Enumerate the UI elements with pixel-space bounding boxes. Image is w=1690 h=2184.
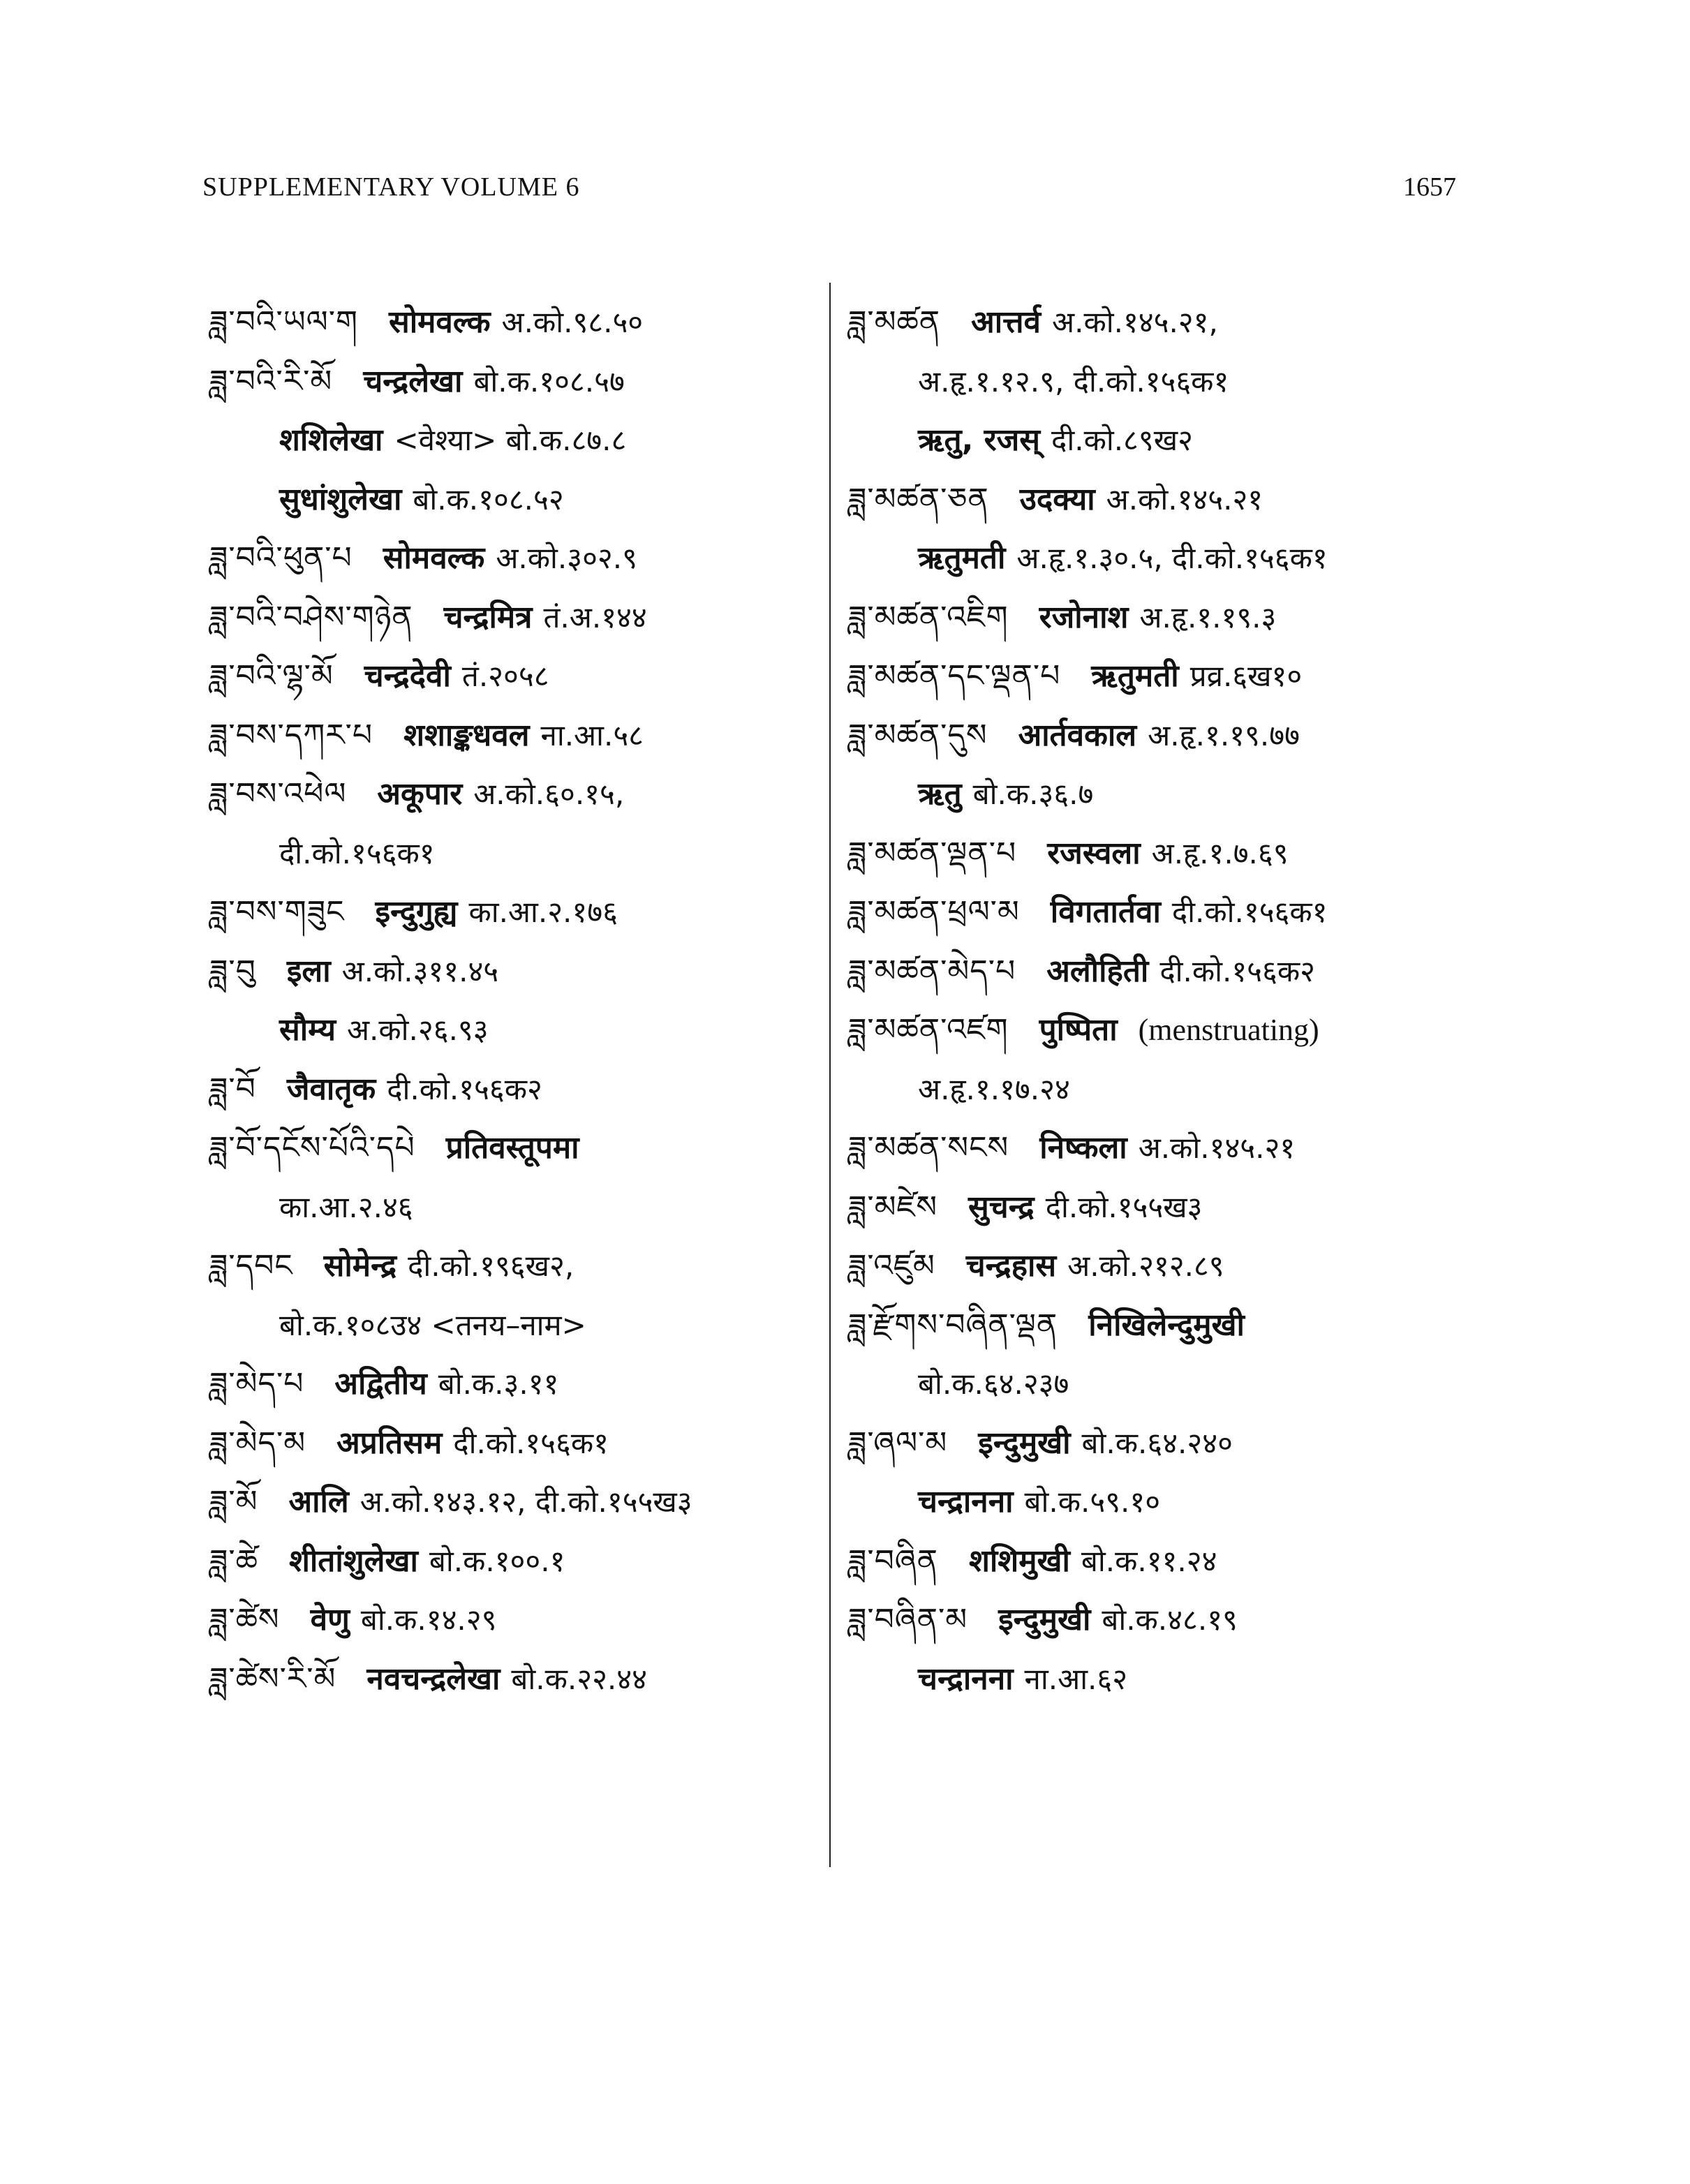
entry-continuation [209, 470, 824, 530]
dictionary-entry [848, 706, 1469, 766]
dictionary-entry [848, 1296, 1469, 1355]
dictionary-entry [209, 1119, 824, 1178]
sanskrit-equivalent: उदक्या [1019, 481, 1095, 517]
source-reference: दी.को.१५६क१ [279, 835, 435, 870]
sanskrit-equivalent: शीतांशुलेखा [288, 1543, 418, 1579]
tibetan-headword: ཟླ་བུ [209, 953, 256, 989]
sanskrit-equivalent: ऋतुमती [1091, 658, 1179, 694]
entry-continuation [848, 1650, 1469, 1709]
source-reference: अ.हृ.१.१९.३ [1139, 600, 1277, 634]
entry-continuation [209, 1001, 824, 1060]
source-reference: अ.को.२१२.८९ [1067, 1249, 1224, 1284]
tibetan-headword: ཟླ་བས་གཟུང [209, 894, 345, 930]
tibetan-headword: ཟླ་བས་དཀར་པ [209, 717, 373, 753]
source-reference: अ.को.१४५.२१, [1052, 305, 1218, 340]
sanskrit-equivalent: नवचन्द्रलेखा [366, 1661, 501, 1697]
tibetan-headword: ཟླ་བོ [209, 1071, 256, 1107]
source-reference: बो.क.१०८.५७ [473, 364, 625, 399]
sanskrit-equivalent: निष्कला [1039, 1130, 1127, 1166]
tibetan-headword: ཟླ་མཚན་མེད་པ [848, 953, 1016, 989]
dictionary-entry [209, 293, 824, 352]
sanskrit-equivalent: निखिलेन्दुमुखी [1088, 1307, 1245, 1343]
source-reference: अ.हृ.१.१२.९, दी.को.१५६क१ [918, 364, 1229, 399]
page-number: 1657 [1403, 172, 1456, 202]
entry-continuation [848, 765, 1469, 824]
column-divider [829, 283, 831, 1867]
sanskrit-equivalent: चन्द्रदेवी [364, 658, 451, 694]
source-reference: अ.को.१४५.२१ [1106, 482, 1263, 517]
dictionary-entry [209, 1060, 824, 1120]
dictionary-entry [209, 1414, 824, 1473]
sanskrit-equivalent: चन्द्रलेखा [363, 363, 463, 399]
dictionary-entry [848, 1001, 1469, 1060]
tibetan-headword: ཟླ་མཚན་དུས [848, 717, 988, 753]
sanskrit-equivalent: रजस्वला [1047, 835, 1141, 871]
dictionary-entry [848, 883, 1469, 942]
source-reference: बो.क.३.११ [438, 1367, 559, 1402]
tibetan-headword: ཟླ་འཛུམ [848, 1248, 935, 1284]
dictionary-entry [848, 1178, 1469, 1238]
tibetan-headword: ཟླ་བོ་དངོས་པོའི་དཔེ [209, 1130, 415, 1166]
sanskrit-equivalent: शशिलेखा [279, 422, 383, 459]
dictionary-entry [848, 470, 1469, 530]
sanskrit-equivalent: इला [286, 953, 331, 989]
dictionary-entry [209, 1532, 824, 1591]
tibetan-headword: ཟླ་མཚན་དང་ལྡན་པ [848, 658, 1061, 694]
sanskrit-equivalent: वेणु [310, 1602, 350, 1638]
dictionary-entry [848, 1414, 1469, 1473]
source-reference: दी.को.१९६ख२, [408, 1249, 575, 1284]
source-reference: दी.को.८९ख२ [1051, 423, 1193, 458]
source-reference: दी.को.१५६क१ [1171, 895, 1328, 930]
sanskrit-equivalent: चन्द्रानना [918, 1484, 1014, 1520]
source-reference: अ.हृ.१.१९.७७ [1148, 718, 1300, 752]
right-column [848, 293, 1469, 1709]
source-reference: दी.को.१५६क१ [453, 1425, 609, 1460]
tibetan-headword: ཟླ་མཚན་སངས [848, 1130, 1009, 1166]
tibetan-headword: ཟླ་བའི་ཡལ་ག [209, 304, 358, 341]
source-reference: अ.को.३११.४५ [341, 953, 499, 988]
source-reference: अ.को.६०.१५, [473, 777, 625, 812]
entry-continuation [209, 1178, 824, 1238]
sanskrit-equivalent: अद्वितीय [334, 1366, 427, 1402]
tibetan-headword: ཟླ་བཞིན་མ [848, 1602, 968, 1638]
entry-continuation [209, 1296, 824, 1355]
sanskrit-equivalent: शशिमुखी [968, 1543, 1070, 1579]
sanskrit-equivalent: विगतार्तवा [1050, 894, 1161, 930]
entry-continuation [848, 529, 1469, 588]
sanskrit-equivalent: शशाङ्कधवल [403, 717, 530, 753]
sanskrit-equivalent: पुष्पिता [1039, 1012, 1118, 1048]
tibetan-headword: ཟླ་ཞལ་མ [848, 1425, 948, 1461]
sanskrit-equivalent: ऋतु [918, 776, 962, 812]
source-reference: तं.२०५८ [461, 659, 549, 694]
entry-continuation [848, 1060, 1469, 1120]
source-reference: अ.को.१४५.२१ [1138, 1131, 1296, 1166]
source-reference: <वेश्या> बो.क.८७.८ [394, 423, 627, 458]
dictionary-entry [848, 293, 1469, 352]
entry-continuation [209, 411, 824, 470]
sanskrit-equivalent: चन्द्रमित्र [443, 599, 533, 635]
sanskrit-equivalent: सोमेन्द्र [323, 1248, 397, 1284]
sanskrit-equivalent: चन्द्रहास [965, 1248, 1057, 1284]
dictionary-entry [848, 1237, 1469, 1296]
tibetan-headword: ཟླ་དབང [209, 1248, 293, 1284]
dictionary-entry [209, 1355, 824, 1414]
sanskrit-equivalent: अलौहिती [1046, 953, 1149, 989]
source-reference: अ.को.९८.५० [501, 305, 644, 340]
dictionary-entry [848, 647, 1469, 706]
source-reference: का.आ.२.४६ [279, 1189, 413, 1224]
tibetan-headword: ཟླ་མཛེས [848, 1189, 938, 1225]
sanskrit-equivalent: ऋतुमती [918, 540, 1006, 577]
source-reference: बो.क.२२.४४ [511, 1661, 647, 1696]
source-reference: अ.को.१४३.१२, दी.को.१५५ख३ [360, 1485, 692, 1520]
tibetan-headword: ཟླ་བའི་ཕུན་པ [209, 540, 353, 577]
tibetan-headword: ཟླ་མཚན་འཛག [848, 1012, 1009, 1048]
source-reference: बो.क.११.२४ [1081, 1543, 1217, 1578]
sanskrit-equivalent: सोमवल्क [383, 540, 485, 577]
running-header: SUPPLEMENTARY VOLUME 6 [202, 172, 580, 202]
source-reference: बो.क.६४.२४० [1081, 1425, 1233, 1460]
sanskrit-equivalent: जैवातृक [286, 1071, 376, 1107]
dictionary-entry [848, 1591, 1469, 1650]
dictionary-entry [848, 942, 1469, 1002]
source-reference: ना.आ.६२ [1024, 1661, 1128, 1696]
tibetan-headword: ཟླ་ཚེས་རི་མོ [209, 1661, 336, 1697]
dictionary-entry [848, 1532, 1469, 1591]
dictionary-entry [209, 352, 824, 412]
tibetan-headword: ཟླ་མེད་པ [209, 1366, 304, 1402]
source-reference: अ.हृ.१.३०.५, दी.को.१५६क१ [1016, 541, 1328, 576]
sanskrit-equivalent: चन्द्रानना [918, 1661, 1014, 1697]
source-reference: बो.क.१००.१ [429, 1543, 565, 1578]
tibetan-headword: ཟླ་མཚན [848, 304, 941, 341]
dictionary-entry [848, 824, 1469, 884]
dictionary-entry [209, 883, 824, 942]
dictionary-entry [209, 647, 824, 706]
source-reference: प्रव्र.६ख१० [1189, 659, 1303, 694]
sanskrit-equivalent: इन्दुगुह्य [375, 894, 458, 930]
tibetan-headword: ཟླ་བའི་རི་མོ [209, 363, 333, 399]
sanskrit-equivalent: अप्रतिसम [336, 1425, 443, 1461]
source-reference: बो.क.४८.१९ [1102, 1603, 1238, 1637]
sanskrit-equivalent: रजोनाश [1039, 599, 1129, 635]
entry-continuation [848, 1473, 1469, 1532]
source-reference: अ.को.२६.९३ [346, 1013, 489, 1048]
dictionary-entry [209, 765, 824, 824]
dictionary-entry [848, 588, 1469, 648]
sanskrit-equivalent: आत्तर्व [971, 304, 1042, 341]
source-reference: बो.क.१४.२९ [360, 1603, 497, 1637]
dictionary-entry [209, 706, 824, 766]
sanskrit-equivalent: आर्तवकाल [1018, 717, 1137, 753]
tibetan-headword: ཟླ་མཚན་ཕྲལ་མ [848, 894, 1020, 930]
sanskrit-equivalent: सुधांशुलेखा [279, 481, 402, 517]
dictionary-entry [209, 942, 824, 1002]
tibetan-headword: ཟླ་མཚན་འཇིག [848, 599, 1009, 635]
sanskrit-equivalent: इन्दुमुखी [978, 1425, 1071, 1461]
source-reference: दी.को.१५५ख३ [1045, 1189, 1203, 1224]
tibetan-headword: ཟླ་བའི་བཤེས་གཉེན [209, 599, 413, 635]
dictionary-entry [209, 1591, 824, 1650]
sanskrit-equivalent: आलि [288, 1484, 349, 1520]
dictionary-entry [209, 1473, 824, 1532]
source-reference: बो.क.६४.२३७ [918, 1367, 1069, 1402]
source-reference: अ.को.३०२.९ [496, 541, 637, 576]
entry-continuation [848, 411, 1469, 470]
sanskrit-equivalent: सौम्य [279, 1012, 336, 1048]
sanskrit-equivalent: अकूपार [377, 776, 463, 812]
entry-continuation [209, 824, 824, 884]
tibetan-headword: ཟླ་མོ [209, 1484, 258, 1520]
tibetan-headword: ཟླ་རྫོགས་བཞིན་ལྡན [848, 1307, 1058, 1343]
dictionary-entry [209, 1650, 824, 1709]
tibetan-headword: ཟླ་བས་འཕེལ [209, 776, 347, 812]
sanskrit-equivalent: सोमवल्क [388, 304, 491, 341]
dictionary-entry [209, 1237, 824, 1296]
entry-continuation [848, 1355, 1469, 1414]
source-reference: बो.क.१०८.५२ [413, 482, 564, 517]
source-reference: बो.क.५९.१० [1024, 1485, 1161, 1520]
tibetan-headword: ཟླ་བའི་ལྷ་མོ [209, 658, 334, 694]
sanskrit-equivalent: इन्दुमुखी [998, 1602, 1091, 1638]
source-reference: बो.क.३६.७ [972, 777, 1094, 812]
dictionary-entry [848, 1119, 1469, 1178]
tibetan-headword: ཟླ་བཞིན [848, 1543, 938, 1579]
tibetan-headword: ཟླ་ཚེ [209, 1543, 258, 1579]
sanskrit-equivalent: प्रतिवस्तूपमा [445, 1130, 579, 1166]
entry-continuation [848, 352, 1469, 412]
source-reference: अ.हृ.१.१७.२४ [918, 1071, 1070, 1106]
source-reference: अ.हृ.१.७.६९ [1151, 835, 1289, 870]
tibetan-headword: ཟླ་མེད་མ [209, 1425, 306, 1461]
source-reference: दी.को.१५६क२ [387, 1071, 542, 1106]
source-reference: का.आ.२.१७६ [468, 895, 618, 930]
source-reference: बो.क.१०८उ४ <तनय–नाम> [279, 1307, 586, 1342]
sanskrit-equivalent: ऋतु, रजस् [918, 422, 1041, 459]
source-reference: तं.अ.१४४ [543, 600, 647, 634]
dictionary-entry [209, 588, 824, 648]
tibetan-headword: ཟླ་མཚན་ལྡན་པ [848, 835, 1017, 871]
english-gloss: (menstruating) [1138, 1013, 1319, 1048]
left-column [209, 293, 824, 1709]
sanskrit-equivalent: सुचन्द्र [968, 1189, 1035, 1225]
tibetan-headword: ཟླ་ཚེས [209, 1602, 280, 1638]
source-reference: ना.आ.५८ [540, 718, 644, 752]
dictionary-entry [209, 529, 824, 588]
tibetan-headword: ཟླ་མཚན་ཅན [848, 481, 989, 517]
source-reference: दी.को.१५६क२ [1159, 953, 1315, 988]
